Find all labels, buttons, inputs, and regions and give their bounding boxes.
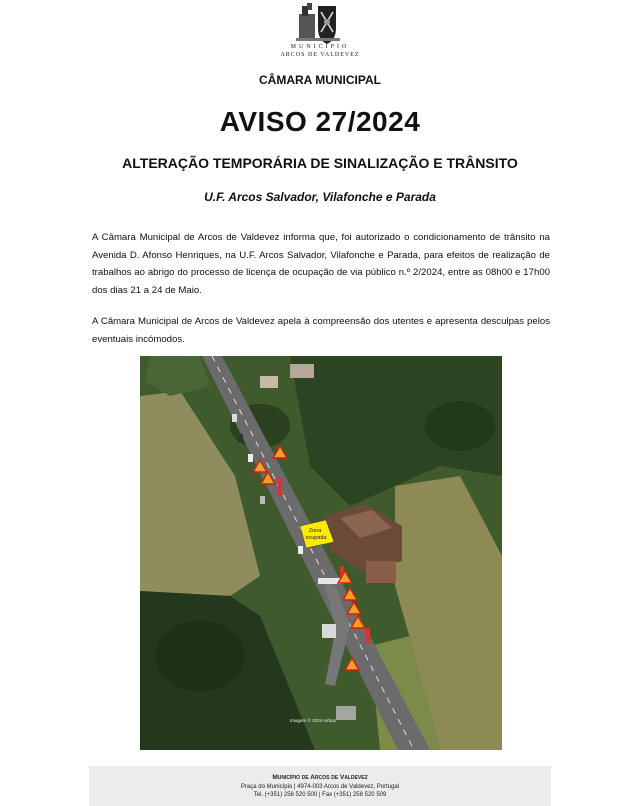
paragraph-apology: A Câmara Municipal de Arcos de Valdevez apela à compreensão dos utentes e apresenta desculpas pelos eventuais incómodos. (92, 316, 550, 345)
footer (89, 766, 551, 806)
barrier (278, 478, 282, 496)
footer-contacts: Tel. (+351) 258 520 500 | Fax (+351) 258 520 509 (253, 792, 387, 798)
tree-cluster (425, 401, 495, 451)
building (260, 376, 278, 388)
notice-location: U.F. Arcos Salvador, Vilafonche e Parada (204, 190, 436, 204)
parked-car (232, 414, 237, 422)
parked-car (260, 496, 265, 504)
parked-car (238, 434, 243, 442)
tree-cluster (155, 621, 245, 691)
barrier (366, 628, 370, 644)
footer-name: Município de Arcos de Valdevez (272, 774, 368, 781)
footer-address: Praça do Município | 4974-003 Arcos de Valdevez, Portugal (240, 783, 400, 790)
satellite-map (140, 356, 502, 750)
logo-line-1: MUNICÍPIO (290, 44, 350, 50)
building (336, 706, 356, 720)
parked-car (298, 546, 303, 554)
zone-label-line1: Zona (308, 528, 322, 534)
imagery-credit: Imagem © 2024 Airbus (290, 718, 336, 723)
crosswalk (322, 624, 336, 638)
parked-car (248, 454, 253, 462)
zone-label-line2: ocupada (305, 535, 327, 541)
municipality-logo (0, 0, 640, 62)
building (290, 364, 314, 378)
logo-line-2: ARCOS DE VALDEVEZ (280, 52, 360, 58)
notice-subject: ALTERAÇÃO TEMPORÁRIA DE SINALIZAÇÃO E TRÂNSITO (122, 155, 518, 171)
notice-number: AVISO 27/2024 (219, 106, 421, 137)
coat-of-arms-icon (0, 0, 640, 46)
issuing-entity: CÂMARA MUNICIPAL (259, 73, 381, 87)
building (366, 561, 396, 583)
paragraph-authorization: A Câmara Municipal de Arcos de Valdevez informa que, foi autorizado o condicionamento de trânsito na Avenida D. Afonso Henriques, na U.F. Arcos Salvador, Vilafonche e Parada, para efeitos de realização de trabalhos ao abrigo do processo de licença de ocupação de via público n.º 2/2024, entre as 08h00 e 17h00 dos dias 21 a 24 de Maio. (92, 232, 550, 296)
